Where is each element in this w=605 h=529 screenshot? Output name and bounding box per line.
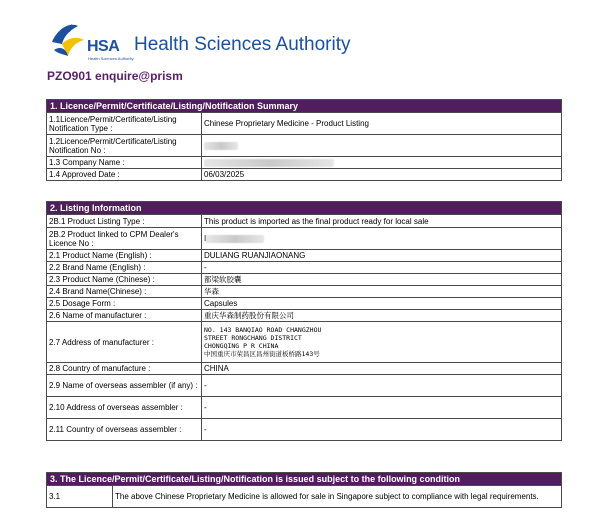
field-value: Chinese Proprietary Medicine - Product Listing [202,113,562,135]
table-row [47,397,562,419]
table-row [47,298,562,310]
table-row [47,322,562,363]
field-label: 2B.2 Product linked to CPM Dealer's Licence No : [47,228,202,250]
table-row [47,274,562,286]
field-label: 2.9 Name of overseas assembler (if any) : [47,375,202,397]
field-value: 06/03/2025 [202,169,562,181]
redacted-value [204,159,334,167]
redacted-value [204,142,238,150]
table-row [47,486,562,508]
summary-table [46,99,562,181]
redacted-value [206,235,264,243]
system-title: PZO901 enquire@prism [47,69,183,83]
field-label: 2.1 Product Name (English) : [47,250,202,262]
field-value: - [202,262,562,274]
field-value: NO. 143 BANQIAO ROAD CHANGZHOU STREET RONGCHANG DISTRICT CHONGQING P R CHINA 中国重庆市荣昌区昌州街道板桥路143号 [202,322,562,363]
table-row [47,375,562,397]
table-row [47,310,562,322]
section-header: 1. Licence/Permit/Certificate/Listing/Notification Summary [47,100,562,113]
field-value: - [202,419,562,441]
field-value: CHINA [202,363,562,375]
condition-number: 3.1 [47,486,113,508]
field-value: This product is imported as the final product ready for local sale [202,215,562,228]
field-label: 1.4 Approved Date : [47,169,202,181]
field-label: 2.3 Product Name (Chinese) : [47,274,202,286]
section-header: 2. Listing Information [47,202,562,215]
field-value: 华森 [202,286,562,298]
field-label: 2.7 Address of manufacturer : [47,322,202,363]
conditions-table [46,472,562,508]
listing-information-table [46,201,562,441]
field-label: 2.4 Brand Name(Chinese) : [47,286,202,298]
table-row [47,286,562,298]
hsa-emblem-icon [48,20,86,64]
field-value: I [202,228,562,250]
field-label: 1.2Licence/Permit/Certificate/Listing Notification No : [47,135,202,157]
hsa-logo [48,20,368,66]
table-row [47,113,562,135]
section-header: 3. The Licence/Permit/Certificate/Listing/Notification is issued subject to the following condition [47,473,562,486]
field-value: DULIANG RUANJIAONANG [202,250,562,262]
table-row [47,169,562,181]
table-row [47,363,562,375]
table-row [47,419,562,441]
agency-name: Health Sciences Authority [134,34,351,55]
table-row [47,228,562,250]
logo-subtext: Health Sciences Authority [88,56,134,61]
field-value: 都梁软胶囊 [202,274,562,286]
field-value [202,157,562,169]
field-label: 2.5 Dosage Form : [47,298,202,310]
field-label: 2.6 Name of manufacturer : [47,310,202,322]
table-row [47,135,562,157]
field-value: - [202,397,562,419]
condition-text: The above Chinese Proprietary Medicine is allowed for sale in Singapore subject to compliance with legal requirements. [113,486,562,508]
field-value: Capsules [202,298,562,310]
field-label: 2B.1 Product Listing Type : [47,215,202,228]
table-row [47,262,562,274]
field-label: 2.11 Country of overseas assembler : [47,419,202,441]
field-label: 1.1Licence/Permit/Certificate/Listing Notification Type : [47,113,202,135]
table-row [47,157,562,169]
logo-acronym: HSA [87,38,120,55]
field-value: 重庆华森制药股份有限公司 [202,310,562,322]
field-value: - [202,375,562,397]
table-row [47,215,562,228]
field-label: 2.8 Country of manufacture : [47,363,202,375]
field-value [202,135,562,157]
field-label: 2.2 Brand Name (English) : [47,262,202,274]
field-label: 1.3 Company Name : [47,157,202,169]
field-label: 2.10 Address of overseas assembler : [47,397,202,419]
table-row [47,250,562,262]
